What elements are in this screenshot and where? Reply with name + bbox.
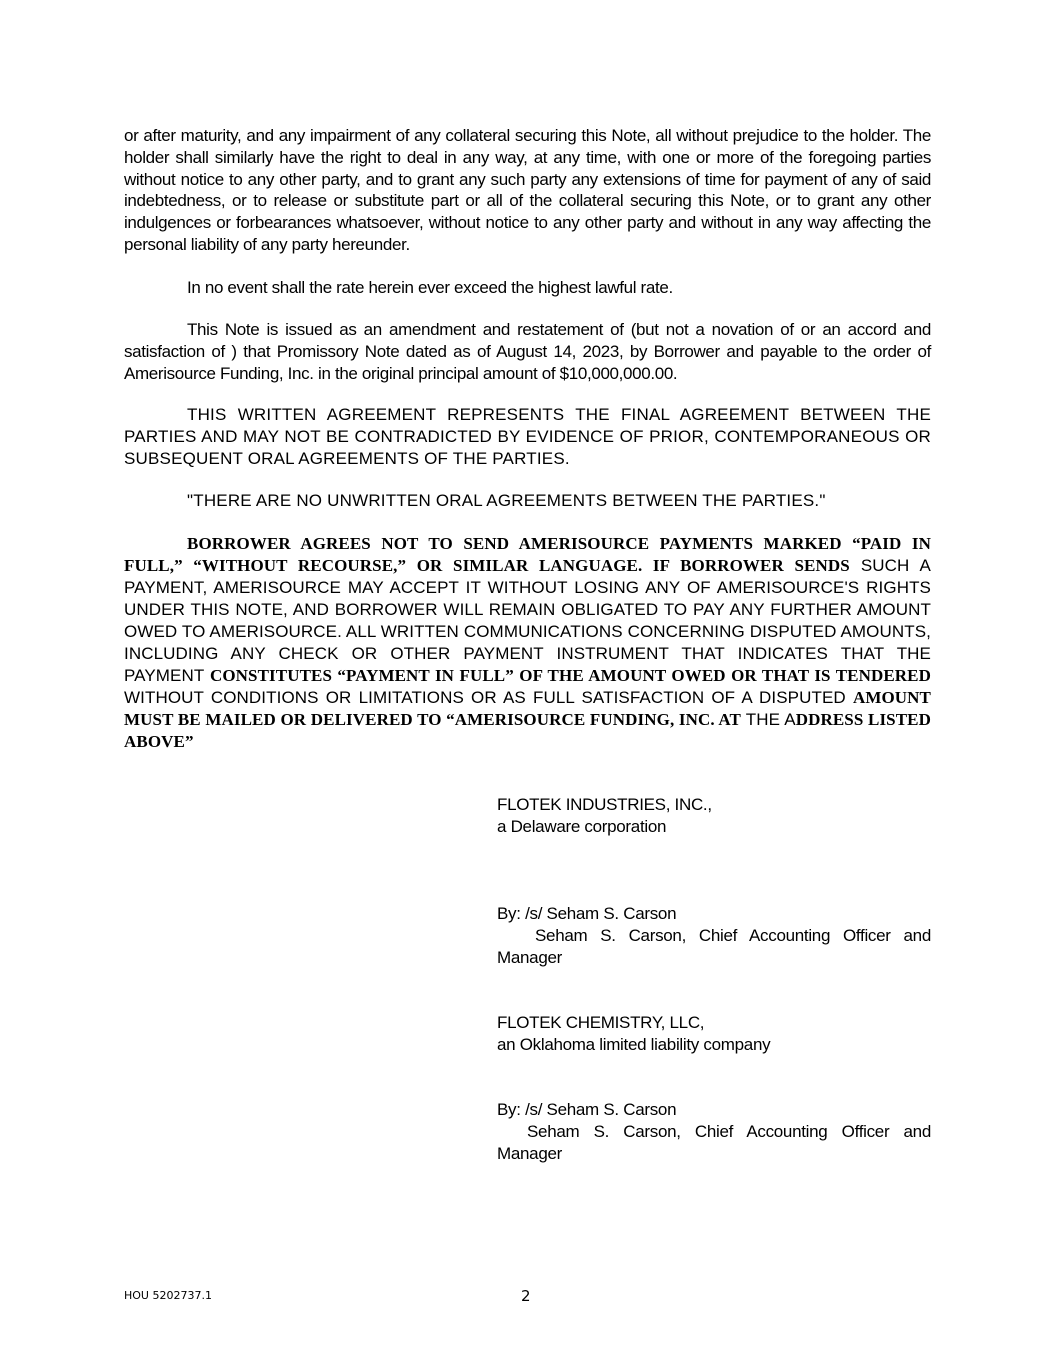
- signatory-title: Seham S. Carson, Chief Accounting Officer and Manager: [497, 925, 931, 967]
- paid-in-full-bold-3: CONSTITUTES “PAYMENT IN FULL” OF THE AMOUNT OWED OR THAT IS TENDERED: [209, 666, 931, 685]
- paragraph-final-agreement: THIS WRITTEN AGREEMENT REPRESENTS THE FINAL AGREEMENT BETWEEN THE PARTIES AND MAY NOT BE CONTRADICTED BY EVIDENCE OF PRIOR, CONTEMPORANEOUS OR SUBSEQUENT ORAL AGREEMENTS OF THE PARTIES.: [124, 405, 931, 468]
- signature-block-flotek-chemistry: [497, 1012, 931, 1056]
- paragraph-paid-in-full-notice: [124, 533, 931, 753]
- page-number: 2: [521, 1287, 531, 1305]
- paid-in-full-text-4: WITHOUT CONDITIONS OR LIMITATIONS OR AS FULL SATISFACTION OF A DISPUTED: [124, 688, 846, 707]
- paid-in-full-text-6: THE A: [745, 710, 796, 729]
- paid-in-full-bold-5: AMOUNT MUST BE MAILED OR DELIVERED TO “AMERISOURCE FUNDING, INC. AT: [124, 688, 931, 729]
- signature-by-line: By: /s/ Seham S. Carson: [497, 904, 677, 923]
- signatory-entity-type: an Oklahoma limited liability company: [497, 1034, 771, 1054]
- paragraph-amendment-restatement: This Note is issued as an amendment and restatement of (but not a novation of or an accord and satisfaction of ) that Promissory Note dated as of August 14, 2023, by Borrower and payable to the order of Amerisource Funding, Inc. in the original principal amount of $10,000,000.00.: [124, 320, 931, 383]
- signature-by-flotek-chemistry: [497, 1099, 931, 1164]
- paid-in-full-text-2: SUCH A PAYMENT, AMERISOURCE MAY ACCEPT IT WITHOUT LOSING ANY OF AMERISOURCE'S RIGHTS UNDER THIS NOTE, AND BORROWER WILL REMAIN OBLIGATED TO PAY ANY FURTHER AMOUNT OWED TO AMERISOURCE. ALL WRITTEN COMMUNICATIONS CONCERNING DISPUTED AMOUNTS, INCLUDING ANY CHECK OR OTHER PAYMENT INSTRUMENT THAT INDICATES THAT THE PAYMENT: [124, 556, 931, 685]
- paragraph-no-oral-agreements: "THERE ARE NO UNWRITTEN ORAL AGREEMENTS BETWEEN THE PARTIES.": [187, 491, 826, 510]
- footer-document-id: HOU 5202737.1: [124, 1289, 212, 1302]
- signature-by-line: By: /s/ Seham S. Carson: [497, 1100, 677, 1119]
- signatory-title: Seham S. Carson, Chief Accounting Officer and Manager: [497, 1121, 931, 1163]
- paid-in-full-bold-7: DDRESS LISTED ABOVE”: [124, 710, 931, 751]
- paragraph-collateral-rights: or after maturity, and any impairment of any collateral securing this Note, all without prejudice to the holder. The holder shall similarly have the right to deal in any way, at any time, with one or more of the foregoing parties without notice to any other party, and to grant any such party any extensions of time for payment of any of said indebtedness, or to release or substitute part or all of the collateral securing this Note, or to grant any other indulgences or forbearances whatsoever, without notice to any other party and without in any way affecting the personal liability of any party hereunder.: [124, 126, 931, 254]
- signatory-company-name: FLOTEK INDUSTRIES, INC.,: [497, 795, 712, 814]
- paid-in-full-bold-1: BORROWER AGREES NOT TO SEND AMERISOURCE PAYMENTS MARKED “PAID IN FULL,” “WITHOUT RECOURSE,” OR SIMILAR LANGUAGE. IF BORROWER SENDS: [124, 534, 931, 575]
- signature-by-flotek-industries: [497, 903, 931, 968]
- signature-block-flotek-industries: [497, 794, 931, 838]
- paragraph-lawful-rate: In no event shall the rate herein ever exceed the highest lawful rate.: [187, 278, 673, 297]
- signatory-entity-type: a Delaware corporation: [497, 816, 667, 836]
- signatory-company-name: FLOTEK CHEMISTRY, LLC,: [497, 1013, 705, 1032]
